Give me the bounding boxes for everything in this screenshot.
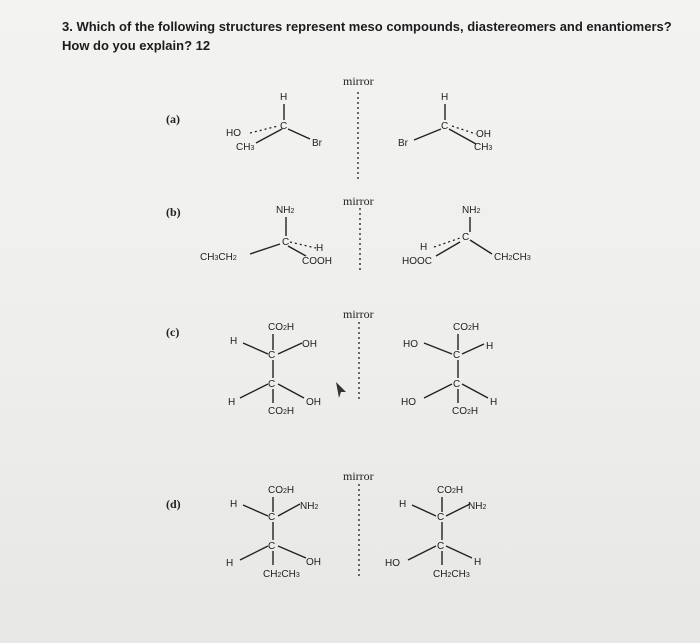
atom-co2h-top: CO2H (268, 485, 295, 496)
question-text: 3. Which of the following structures represent meso compounds, diastereomers and enantiomers? How do you explain? 12 (62, 19, 672, 53)
atom-c: C (268, 350, 276, 361)
atom-c: C (453, 379, 461, 390)
atom-ch2ch3: CH2CH3 (433, 569, 470, 580)
atom-co2h-bottom: CO2H (452, 406, 479, 417)
atom-oh: OH (476, 129, 491, 140)
structure-d-right (385, 485, 486, 580)
structure-c-left (228, 322, 321, 417)
atom-c: C (437, 512, 445, 523)
atom-ch3: CH3 (474, 142, 493, 153)
atom-c: C (268, 541, 276, 552)
part-a-label: (a) (166, 112, 180, 126)
atom-c: C (282, 237, 290, 248)
atom-h: H (228, 397, 236, 408)
atom-br: Br (312, 138, 322, 149)
atom-ch2ch3: CH2CH3 (263, 569, 300, 580)
atom-h: H (280, 92, 288, 103)
atom-h: H (420, 242, 428, 253)
atom-h: H (230, 499, 238, 510)
atom-ho: HO (226, 128, 241, 139)
atom-nh2: NH2 (300, 501, 319, 512)
atom-c: C (437, 541, 445, 552)
mirror-label-b: mirror (343, 194, 374, 208)
atom-co2h-top: CO2H (453, 322, 480, 333)
part-b-label: (b) (166, 205, 181, 219)
atom-c: C (268, 379, 276, 390)
atom-hooc: HOOC (402, 256, 432, 267)
atom-br: Br (398, 138, 408, 149)
structure-d-left (226, 485, 321, 580)
atom-ch3: CH3 (236, 142, 255, 153)
structure-b-left (200, 205, 332, 267)
atom-nh2: NH2 (468, 501, 487, 512)
atom-oh: OH (306, 397, 321, 408)
atom-co2h-top: CO2H (437, 485, 464, 496)
mirror-label-d: mirror (343, 469, 374, 483)
structure-b-right (402, 205, 531, 267)
part-d-label: (d) (166, 497, 181, 511)
atom-ch3ch2: CH3CH2 (200, 252, 237, 263)
atom-h: H (399, 499, 407, 510)
atom-h: H (226, 558, 234, 569)
atom-c: C (441, 121, 449, 132)
atom-ch2ch3: CH2CH3 (494, 252, 531, 263)
atom-c: C (268, 512, 276, 523)
mirror-label-a: mirror (343, 74, 374, 88)
atom-ho: HO (385, 558, 400, 569)
part-c-label: (c) (166, 325, 180, 339)
structure-c-right (401, 322, 497, 417)
atom-h: H (230, 336, 238, 347)
atom-nh2: NH2 (462, 205, 481, 216)
atom-co2h-top: CO2H (268, 322, 295, 333)
atom-h: H (486, 341, 494, 352)
atom-h: H (490, 397, 498, 408)
atom-ho: HO (403, 339, 418, 350)
atom-c: C (280, 121, 288, 132)
atom-h: H (316, 243, 324, 254)
pointer-icon (336, 382, 346, 398)
mirror-label-c: mirror (343, 307, 374, 321)
atom-cooh: COOH (302, 256, 332, 267)
atom-oh: OH (306, 557, 321, 568)
atom-c: C (453, 350, 461, 361)
atom-h: H (474, 557, 482, 568)
atom-ho: HO (401, 397, 416, 408)
atom-co2h-bottom: CO2H (268, 406, 295, 417)
atom-nh2: NH2 (276, 205, 295, 216)
structure-a-left (226, 92, 323, 153)
atom-oh: OH (302, 339, 317, 350)
atom-c: C (462, 232, 470, 243)
structure-a-right (398, 92, 492, 153)
atom-h: H (441, 92, 449, 103)
